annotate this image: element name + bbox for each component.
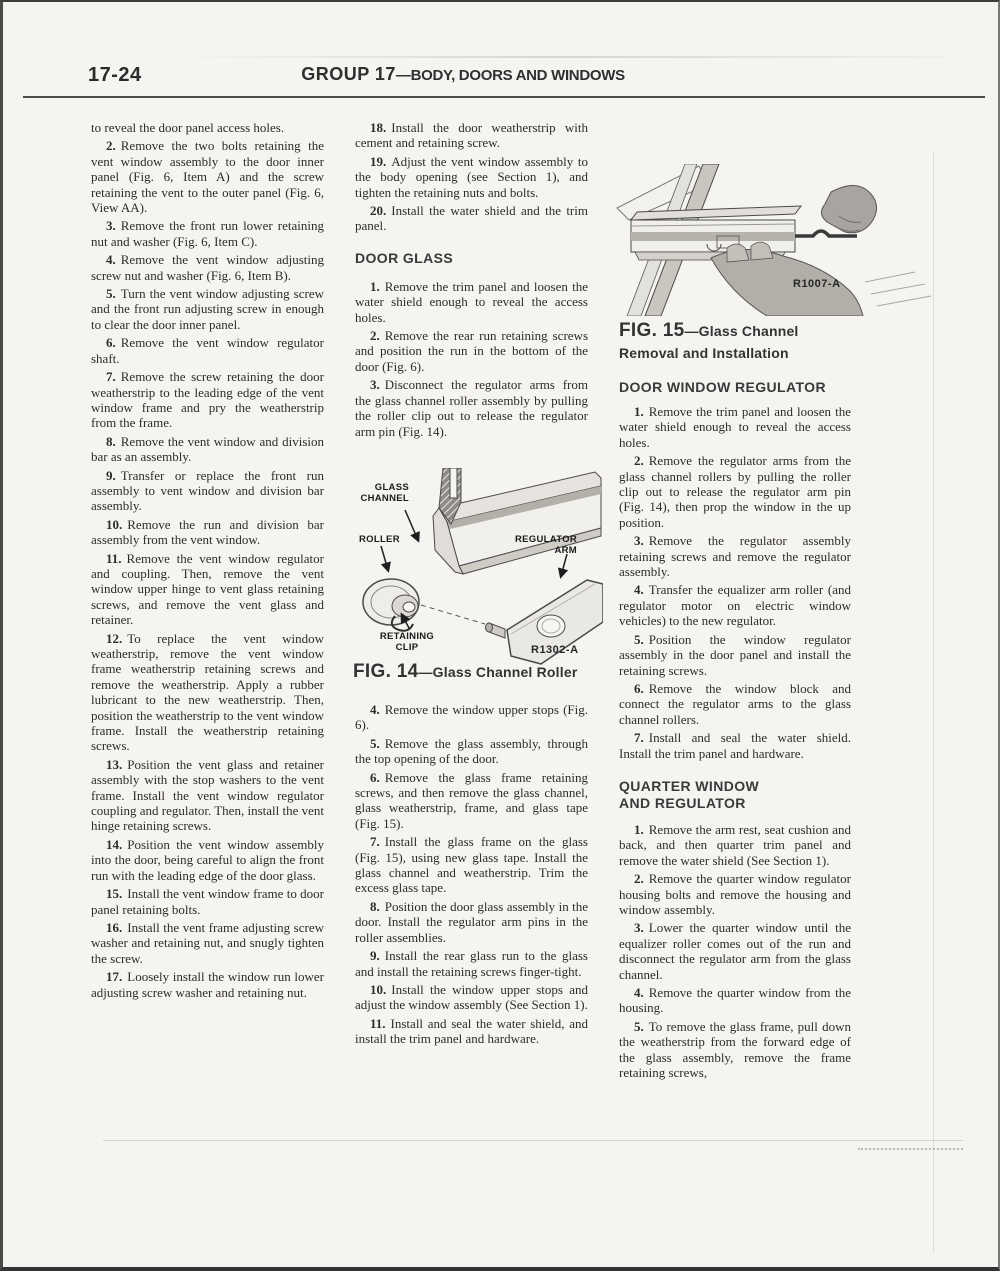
step-text: Install the window upper stops and adjust the window assembly (See Section 1).: [355, 981, 588, 1013]
group-subtitle: —BODY, DOORS AND WINDOWS: [395, 67, 625, 84]
door-glass-steps-a: [355, 279, 588, 439]
step-number: 19.: [370, 153, 387, 169]
procedure-step: [91, 837, 324, 883]
step-text: To replace the vent window weatherstrip, remove the vent window frame weatherstrip retaining screws and remove the weatherstrip. Apply a rubber lubricant to the new weatherstrip. Then, position the weatherstrip to the vent window frame. Install the weatherstrip retaining screws.: [91, 630, 324, 754]
procedure-step: [355, 328, 588, 374]
vent-window-steps-cont: [355, 120, 588, 234]
step-text: Transfer or replace the front run assembly to vent window and division bar assembly.: [91, 467, 324, 514]
procedure-step: [91, 886, 324, 917]
step-text: Remove the glass assembly, through the top opening of the door.: [355, 735, 588, 767]
procedure-step: [91, 517, 324, 548]
quarter-window-heading-line1: QUARTER WINDOW: [619, 778, 760, 794]
step-text: Remove the regulator arms from the glass channel rollers by pulling the roller clip out to release the regulator arm pin (Fig. 14), then prop the window in the up position.: [619, 453, 851, 530]
right-column-quarter: [619, 822, 851, 1084]
step-text: Install and seal the water shield. Install the trim panel and hardware.: [619, 730, 851, 761]
step-text: Install the rear glass run to the glass and install the retaining screws finger-tight.: [355, 948, 588, 979]
step-text: Remove the trim panel and loosen the water shield enough to reveal the access holes.: [619, 404, 851, 450]
middle-column-bottom: [355, 702, 588, 1050]
continued-paragraph: to reveal the door panel access holes.: [91, 120, 285, 135]
procedure-step: [355, 948, 588, 979]
step-number: 8.: [370, 898, 380, 914]
step-number: 9.: [106, 467, 116, 483]
procedure-step: [355, 154, 588, 200]
step-text: Remove the run and division bar assembly from the vent window.: [91, 516, 324, 548]
middle-column-top: [355, 120, 588, 442]
procedure-step: [91, 969, 324, 1000]
step-text: Lower the quarter window until the equalizer roller comes out of the run and disconnect the regulator arm from the glass channel.: [619, 920, 851, 982]
step-number: 9.: [370, 948, 380, 964]
step-number: 3.: [634, 920, 644, 936]
fig15-caption-number: FIG. 15: [619, 320, 685, 341]
procedure-step: [355, 279, 588, 325]
fig14-caption-number: FIG. 14: [353, 661, 419, 682]
glass-channel-removal-illustration: [615, 164, 943, 316]
step-number: 7.: [106, 369, 116, 385]
procedure-step: [355, 899, 588, 945]
step-text: Position the vent glass and retainer assembly with the stop washers to the vent frame. Install the vent window regulator coupling and regulator. Then, install the vent hinge retaining screws.: [91, 756, 324, 834]
step-number: 2.: [634, 871, 644, 887]
step-text: Remove the trim panel and loosen the water shield enough to reveal the access holes.: [355, 278, 588, 325]
procedure-step: [355, 770, 588, 832]
step-number: 7.: [370, 834, 380, 850]
step-text: Remove the vent window regulator and coupling. Then, remove the vent window upper hinge to vent glass retaining screws, and remove the vent glass and retainer.: [91, 550, 324, 628]
step-number: 20.: [370, 203, 387, 219]
scan-artifact: [858, 1148, 963, 1150]
step-number: 2.: [370, 328, 380, 344]
scan-artifact: [933, 152, 934, 1252]
step-text: Adjust the vent window assembly to the body opening (see Section 1), and tighten the retaining nuts and bolts.: [355, 153, 588, 200]
step-number: 10.: [370, 981, 387, 997]
procedure-step: [91, 468, 324, 514]
procedure-step: [355, 203, 588, 234]
step-number: 1.: [370, 278, 380, 294]
fig14-code: R1302-A: [531, 644, 579, 656]
step-text: Remove the rear run retaining screws and position the run in the bottom of the door (Fig. 6).: [355, 328, 588, 374]
step-text: Position the vent window assembly into the door, being careful to align the front run with the leading edge of the door glass.: [91, 836, 324, 883]
vent-window-steps: [91, 138, 324, 1000]
procedure-step: [91, 138, 324, 215]
step-number: 10.: [106, 516, 123, 532]
step-text: Remove the quarter window from the housing.: [619, 985, 851, 1016]
procedure-step: [91, 252, 324, 283]
fig14-caption-text: —Glass Channel Roller: [418, 664, 578, 680]
procedure-step: [619, 871, 851, 917]
step-number: 3.: [106, 218, 116, 234]
step-number: 6.: [106, 335, 116, 351]
door-window-regulator-heading: DOOR WINDOW REGULATOR: [619, 379, 826, 395]
procedure-step: [619, 920, 851, 982]
step-number: 17.: [106, 969, 123, 985]
figure-14: [355, 468, 603, 668]
step-number: 6.: [370, 769, 380, 785]
procedure-step: [619, 582, 851, 628]
fig15-caption: [619, 320, 869, 361]
procedure-step: [619, 632, 851, 678]
step-number: 5.: [634, 631, 644, 647]
quarter-window-heading-line2: AND REGULATOR: [619, 795, 746, 811]
procedure-step: [619, 730, 851, 761]
procedure-step: [91, 218, 324, 249]
procedure-step: [355, 736, 588, 767]
step-number: 12.: [106, 630, 123, 646]
step-number: 2.: [634, 453, 644, 469]
step-number: 6.: [634, 680, 644, 696]
step-number: 2.: [106, 138, 116, 154]
step-text: Install the vent frame adjusting screw washer and retaining nut, and snugly tighten the screw.: [91, 919, 324, 966]
step-text: To remove the glass frame, pull down the weatherstrip from the forward edge of the glass assembly, remove the frame retaining screws,: [619, 1018, 851, 1081]
procedure-step: [91, 434, 324, 465]
procedure-step: [355, 377, 588, 439]
step-text: Remove the quarter window regulator housing bolts and remove the housing and window assembly.: [619, 871, 851, 918]
right-column-regulator: [619, 404, 851, 764]
fig14-label-retaining-clip: RETAINING CLIP: [379, 631, 435, 653]
step-number: 3.: [370, 377, 380, 393]
procedure-step: [355, 982, 588, 1013]
step-number: 4.: [634, 582, 644, 598]
procedure-step: [355, 702, 588, 733]
procedure-step: [91, 551, 324, 628]
step-number: 4.: [634, 985, 644, 1001]
step-text: Remove the vent window regulator shaft.: [91, 335, 324, 366]
header-rule: [23, 96, 985, 98]
procedure-step: [91, 369, 324, 431]
step-number: 14.: [106, 836, 123, 852]
step-number: 11.: [106, 550, 122, 566]
step-number: 18.: [370, 120, 387, 135]
step-text: Install the water shield and the trim panel.: [355, 203, 588, 234]
procedure-step: [619, 533, 851, 579]
fig14-caption: [353, 661, 598, 683]
step-text: Install and seal the water shield, and install the trim panel and hardware.: [355, 1015, 588, 1047]
fig14-label-regulator-arm: REGULATOR ARM: [515, 534, 577, 556]
scan-artifact: [173, 56, 943, 58]
fig14-label-glass-channel: GLASS CHANNEL: [360, 482, 409, 504]
step-text: Install the glass frame on the glass (Fig. 15), using new glass tape. Install the glass channel and weatherstrip. Trim the excess glass tape.: [355, 834, 588, 896]
procedure-step: [91, 920, 324, 966]
fig15-caption-text: —Glass Channel: [684, 323, 799, 339]
step-text: Install the vent window frame to door panel retaining bolts.: [91, 886, 324, 917]
step-number: 1.: [634, 822, 644, 837]
step-text: Remove the glass frame retaining screws, and then remove the glass channel, glass weatherstrip, frame, and glass tape (Fig. 15).: [355, 769, 588, 831]
step-text: Remove the window upper stops (Fig. 6).: [355, 702, 588, 733]
group-title: GROUP 17: [301, 64, 396, 84]
step-number: 5.: [634, 1018, 644, 1034]
page-title: [243, 64, 683, 85]
regulator-steps: [619, 404, 851, 761]
step-number: 1.: [634, 404, 644, 419]
step-number: 16.: [106, 919, 123, 935]
quarter-window-heading: [619, 778, 759, 812]
step-number: 11.: [370, 1015, 386, 1031]
procedure-step: [91, 757, 324, 834]
step-number: 5.: [370, 735, 380, 751]
door-glass-heading: DOOR GLASS: [355, 249, 454, 266]
step-text: Turn the vent window adjusting screw and the front run adjusting screw in enough to clear the door inner panel.: [91, 286, 324, 332]
fig15-code: R1007-A: [793, 278, 841, 290]
figure-15: [615, 164, 943, 316]
step-number: 4.: [370, 702, 380, 717]
step-text: Remove the screw retaining the door weatherstrip to the leading edge of the vent window frame and pry the weatherstrip from the frame.: [91, 369, 324, 431]
procedure-step: [619, 1019, 851, 1081]
fig14-label-roller: ROLLER: [359, 534, 400, 545]
step-text: Install the door weatherstrip with cement and retaining screw.: [355, 120, 588, 151]
step-number: 15.: [106, 886, 123, 902]
procedure-step: [619, 985, 851, 1016]
door-glass-steps-b: [355, 702, 588, 1047]
step-number: 7.: [634, 730, 644, 746]
fig15-caption-line2: Removal and Installation: [619, 345, 789, 361]
step-text: Position the window regulator assembly in the door panel and install the retaining screws.: [619, 631, 851, 678]
step-number: 3.: [634, 533, 644, 549]
procedure-step: [355, 1016, 588, 1047]
procedure-step: [619, 681, 851, 727]
step-text: Remove the front run lower retaining nut and washer (Fig. 6, Item C).: [91, 218, 324, 249]
page-number: 17-24: [88, 64, 142, 86]
procedure-step: [91, 335, 324, 366]
procedure-step: [91, 631, 324, 754]
step-text: Remove the arm rest, seat cushion and back, and then quarter trim panel and remove the water shield (See Section 1).: [619, 822, 851, 868]
step-number: 5.: [106, 286, 116, 302]
step-text: Remove the two bolts retaining the vent window assembly to the door inner panel (Fig. 6, Item A) and the screw retaining the vent to the outer panel (Fig. 6, View AA).: [91, 138, 324, 216]
step-number: 4.: [106, 252, 116, 268]
procedure-step: [619, 822, 851, 868]
step-text: Remove the window block and connect the regulator arms to the glass channel rollers.: [619, 680, 851, 727]
left-column: [91, 120, 324, 1003]
step-text: Remove the vent window adjusting screw nut and washer (Fig. 6, Item B).: [91, 252, 324, 283]
step-text: Disconnect the regulator arms from the glass channel roller assembly by pulling the roller clip out to release the regulator arm pin (Fig. 14).: [355, 377, 588, 439]
quarter-window-steps: [619, 822, 851, 1081]
step-number: 13.: [106, 756, 123, 772]
step-number: 8.: [106, 433, 116, 449]
step-text: Transfer the equalizer arm roller (and regulator motor on electric window vehicles) to the new regulator.: [619, 582, 851, 629]
step-text: Remove the vent window and division bar as an assembly.: [91, 433, 324, 465]
scan-artifact: [103, 1140, 963, 1141]
step-text: Remove the regulator assembly retaining screws and remove the regulator assembly.: [619, 533, 851, 580]
procedure-step: [355, 120, 588, 151]
procedure-step: [91, 286, 324, 332]
step-text: Loosely install the window run lower adjusting screw washer and retaining nut.: [91, 969, 324, 1000]
procedure-step: [619, 453, 851, 530]
step-text: Position the door glass assembly in the door. Install the regulator arm pins in the roller assemblies.: [355, 898, 588, 945]
procedure-step: [619, 404, 851, 450]
procedure-step: [355, 834, 588, 896]
